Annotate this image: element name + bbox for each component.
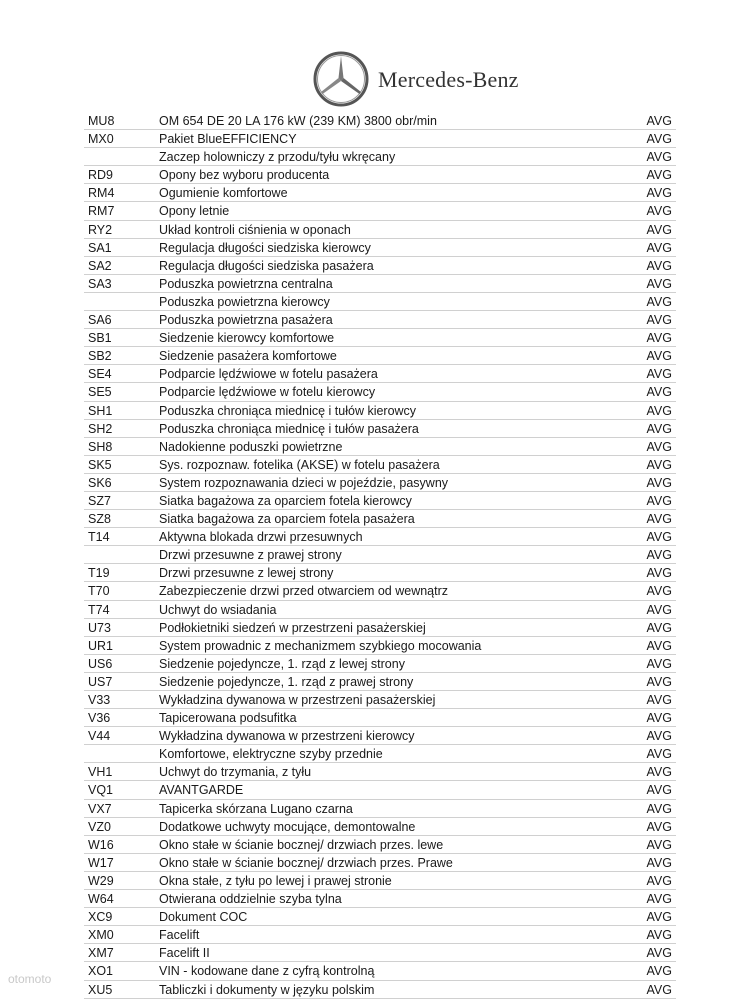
row-description: Poduszka powietrzna pasażera — [159, 313, 333, 328]
row-code: V33 — [88, 693, 111, 707]
row-code: VZ0 — [88, 819, 111, 834]
row-value: AVG — [646, 331, 672, 346]
row-code: SE4 — [88, 367, 112, 382]
row-description: Drzwi przesuwne z lewej strony — [159, 566, 334, 581]
row-code: T14 — [88, 530, 110, 545]
row-value: AVG — [646, 367, 672, 382]
row-value: AVG — [646, 747, 672, 762]
row-value: AVG — [646, 132, 672, 147]
row-value: AVG — [646, 258, 672, 273]
row-value: AVG — [646, 801, 672, 816]
row-description: Komfortowe, elektryczne szyby przednie — [159, 747, 383, 762]
row-code: SH2 — [88, 421, 113, 436]
row-code: W16 — [88, 837, 114, 852]
row-value: AVG — [646, 294, 672, 309]
table-row — [84, 890, 676, 908]
row-code: W29 — [88, 873, 114, 888]
row-code: US7 — [88, 674, 113, 689]
row-code: VX7 — [88, 801, 112, 816]
row-description: Drzwi przesuwne z prawej strony — [159, 548, 342, 563]
brand-name: Mercedes-Benz — [378, 67, 519, 92]
row-value: AVG — [646, 276, 672, 291]
row-description: Okna stałe, z tyłu po lewej i prawej stronie — [159, 873, 392, 888]
row-value: AVG — [646, 765, 672, 780]
row-value: AVG — [646, 114, 672, 128]
table-row — [84, 601, 676, 619]
table-row — [84, 908, 676, 926]
row-code: VH1 — [88, 765, 113, 780]
row-value: AVG — [646, 150, 672, 165]
table-row — [84, 673, 676, 691]
row-code: V36 — [88, 711, 111, 726]
table-row — [84, 438, 676, 456]
row-description: VIN - kodowane dane z cyfrą kontrolną — [159, 964, 375, 979]
row-value: AVG — [646, 729, 672, 744]
row-value: AVG — [646, 168, 672, 183]
table-row — [84, 709, 676, 727]
row-code: RM4 — [88, 186, 115, 201]
row-value: AVG — [646, 711, 672, 726]
row-value: AVG — [646, 457, 672, 472]
row-value: AVG — [646, 475, 672, 490]
row-code: SA6 — [88, 313, 112, 328]
table-row — [84, 619, 676, 637]
row-value: AVG — [646, 313, 672, 328]
row-description: Ogumienie komfortowe — [159, 186, 288, 201]
row-description: Facelift — [159, 928, 200, 943]
table-row — [84, 112, 676, 130]
row-value: AVG — [646, 385, 672, 400]
row-value: AVG — [646, 349, 672, 364]
row-value: AVG — [646, 421, 672, 436]
row-description: Opony letnie — [159, 204, 230, 219]
row-code: XO1 — [88, 964, 114, 979]
row-code: SK5 — [88, 457, 112, 472]
row-code: UR1 — [88, 638, 114, 653]
options-table — [84, 112, 676, 999]
row-description: Pakiet BlueEFFICIENCY — [159, 132, 297, 147]
row-code: T19 — [88, 566, 110, 581]
row-description: Opony bez wyboru producenta — [159, 168, 330, 183]
table-row — [84, 221, 676, 239]
row-value: AVG — [646, 566, 672, 581]
table-row — [84, 148, 676, 166]
row-description: Siedzenie pasażera komfortowe — [159, 349, 337, 364]
row-description: Dokument COC — [159, 910, 248, 925]
row-description: Podparcie lędźwiowe w fotelu pasażera — [159, 367, 378, 382]
row-value: AVG — [646, 982, 672, 997]
table-row — [84, 962, 676, 980]
table-row — [84, 402, 676, 420]
table-row — [84, 347, 676, 365]
row-code: W17 — [88, 855, 114, 870]
table-row — [84, 420, 676, 438]
table-row — [84, 202, 676, 220]
table-row — [84, 727, 676, 745]
row-code: SA1 — [88, 240, 112, 255]
row-description: Poduszka chroniąca miednicę i tułów kierowcy — [159, 403, 417, 418]
row-value: AVG — [646, 693, 672, 707]
row-code: SZ8 — [88, 512, 111, 527]
row-value: AVG — [646, 240, 672, 255]
table-row — [84, 383, 676, 401]
row-description: OM 654 DE 20 LA 176 kW (239 KM) 3800 obr/min — [159, 114, 437, 128]
row-code: SH1 — [88, 403, 113, 418]
row-value: AVG — [646, 855, 672, 870]
table-row — [84, 166, 676, 184]
row-description: Zaczep holowniczy z przodu/tyłu wkręcany — [159, 150, 396, 165]
row-value: AVG — [646, 602, 672, 617]
row-value: AVG — [646, 548, 672, 563]
row-code: MU8 — [88, 114, 115, 128]
table-row — [84, 130, 676, 148]
row-code: RM7 — [88, 204, 115, 219]
table-row — [84, 365, 676, 383]
row-description: Okno stałe w ścianie bocznej/ drzwiach przes. lewe — [159, 837, 444, 852]
row-code: SZ7 — [88, 493, 111, 508]
row-code: XM7 — [88, 946, 114, 961]
row-description: Okno stałe w ścianie bocznej/ drzwiach przes. Prawe — [159, 855, 453, 870]
row-description: Tapicerowana podsufitka — [159, 711, 297, 726]
row-description: Wykładzina dywanowa w przestrzeni pasażerskiej — [159, 693, 436, 707]
row-description: System prowadnic z mechanizmem szybkiego mocowania — [159, 638, 482, 653]
row-description: Siatka bagażowa za oparciem fotela kierowcy — [159, 493, 412, 508]
table-row — [84, 981, 676, 999]
row-value: AVG — [646, 946, 672, 961]
watermark: otomoto — [8, 972, 52, 986]
row-description: Uchwyt do trzymania, z tyłu — [159, 765, 312, 780]
row-description: Siedzenie kierowcy komfortowe — [159, 331, 335, 346]
row-description: Zabezpieczenie drzwi przed otwarciem od wewnątrz — [159, 584, 449, 599]
row-value: AVG — [646, 186, 672, 201]
row-description: Facelift II — [159, 946, 210, 961]
row-value: AVG — [646, 493, 672, 508]
row-value: AVG — [646, 819, 672, 834]
table-row — [84, 311, 676, 329]
table-row — [84, 872, 676, 890]
document-header — [0, 0, 738, 112]
row-code: XC9 — [88, 910, 113, 925]
row-value: AVG — [646, 439, 672, 454]
row-value: AVG — [646, 638, 672, 653]
table-row — [84, 546, 676, 564]
table-row — [84, 510, 676, 528]
table-row — [84, 926, 676, 944]
row-code: US6 — [88, 656, 113, 671]
row-code: RD9 — [88, 168, 114, 183]
row-value: AVG — [646, 674, 672, 689]
row-description: Dodatkowe uchwyty mocujące, demontowalne — [159, 819, 416, 834]
row-value: AVG — [646, 783, 672, 798]
row-description: Sys. rozpoznaw. fotelika (AKSE) w fotelu pasażera — [159, 457, 440, 472]
row-code: SH8 — [88, 439, 113, 454]
row-description: Układ kontroli ciśnienia w oponach — [159, 222, 351, 237]
table-row — [84, 184, 676, 202]
row-code: T74 — [88, 602, 110, 617]
row-description: Podparcie lędźwiowe w fotelu kierowcy — [159, 385, 376, 400]
row-code: XU5 — [88, 982, 113, 997]
row-value: AVG — [646, 512, 672, 527]
table-row — [84, 492, 676, 510]
row-description: Wykładzina dywanowa w przestrzeni kierowcy — [159, 729, 415, 744]
table-row — [84, 691, 676, 709]
row-value: AVG — [646, 620, 672, 635]
table-row — [84, 763, 676, 781]
row-description: Poduszka powietrzna centralna — [159, 276, 333, 291]
table-row — [84, 293, 676, 311]
row-code: MX0 — [88, 132, 114, 147]
row-code: SK6 — [88, 475, 112, 490]
table-row — [84, 818, 676, 836]
row-value: AVG — [646, 873, 672, 888]
row-description: Poduszka chroniąca miednicę i tułów pasażera — [159, 421, 419, 436]
table-row — [84, 582, 676, 600]
row-description: Podłokietniki siedzeń w przestrzeni pasażerskiej — [159, 620, 426, 635]
table-row — [84, 655, 676, 673]
mercedes-star-icon — [312, 50, 370, 108]
row-value: AVG — [646, 964, 672, 979]
table-row — [84, 800, 676, 818]
row-description: Otwierana oddzielnie szyba tylna — [159, 892, 342, 907]
table-row — [84, 474, 676, 492]
row-description: Uchwyt do wsiadania — [159, 602, 277, 617]
row-code: VQ1 — [88, 783, 114, 798]
row-description: Siedzenie pojedyncze, 1. rząd z prawej strony — [159, 674, 414, 689]
table-row — [84, 564, 676, 582]
table-row — [84, 275, 676, 293]
row-value: AVG — [646, 530, 672, 545]
table-row — [84, 257, 676, 275]
row-description: Tapicerka skórzana Lugano czarna — [159, 801, 353, 816]
row-code: XM0 — [88, 928, 114, 943]
table-row — [84, 944, 676, 962]
row-code: T70 — [88, 584, 110, 599]
row-value: AVG — [646, 584, 672, 599]
row-description: Nadokienne poduszki powietrzne — [159, 439, 343, 454]
row-description: Tabliczki i dokumenty w języku polskim — [159, 982, 375, 997]
row-value: AVG — [646, 837, 672, 852]
row-description: Regulacja długości siedziska kierowcy — [159, 240, 371, 255]
row-description: Aktywna blokada drzwi przesuwnych — [159, 530, 363, 545]
row-code: SA2 — [88, 258, 112, 273]
table-row — [84, 329, 676, 347]
row-value: AVG — [646, 222, 672, 237]
table-row — [84, 836, 676, 854]
row-code: SA3 — [88, 276, 112, 291]
row-value: AVG — [646, 910, 672, 925]
row-description: AVANTGARDE — [159, 783, 244, 798]
row-code: U73 — [88, 620, 111, 635]
row-value: AVG — [646, 656, 672, 671]
row-code: RY2 — [88, 222, 113, 237]
row-value: AVG — [646, 928, 672, 943]
row-description: Siatka bagażowa za oparciem fotela pasażera — [159, 512, 415, 527]
row-code: W64 — [88, 892, 114, 907]
table-row — [84, 854, 676, 872]
row-value: AVG — [646, 204, 672, 219]
table-row — [84, 528, 676, 546]
row-description: System rozpoznawania dzieci w pojeździe, pasywny — [159, 475, 449, 490]
table-row — [84, 637, 676, 655]
row-description: Regulacja długości siedziska pasażera — [159, 258, 374, 273]
row-code: V44 — [88, 729, 111, 744]
table-row — [84, 239, 676, 257]
row-description: Poduszka powietrzna kierowcy — [159, 294, 330, 309]
table-row — [84, 456, 676, 474]
row-code: SB1 — [88, 331, 112, 346]
row-value: AVG — [646, 892, 672, 907]
row-code: SB2 — [88, 349, 112, 364]
table-row — [84, 781, 676, 799]
row-code: SE5 — [88, 385, 112, 400]
row-value: AVG — [646, 403, 672, 418]
table-row — [84, 745, 676, 763]
row-description: Siedzenie pojedyncze, 1. rząd z lewej strony — [159, 656, 405, 671]
